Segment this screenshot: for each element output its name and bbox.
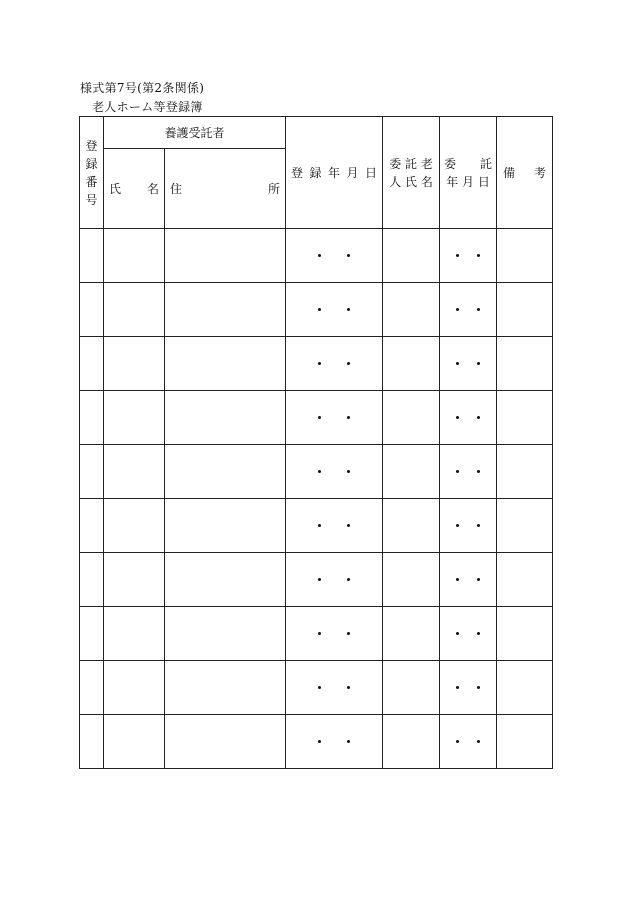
entrustment-date-cell[interactable] xyxy=(440,445,497,499)
remarks-cell[interactable] xyxy=(497,391,553,445)
registration-number-cell[interactable] xyxy=(80,553,104,607)
separator-dot xyxy=(456,632,459,635)
table-row xyxy=(80,499,553,553)
remarks-cell[interactable] xyxy=(497,553,553,607)
registration-number-cell[interactable] xyxy=(80,661,104,715)
separator-dot xyxy=(318,416,321,419)
registration-date-cell[interactable] xyxy=(286,553,383,607)
separator-dot xyxy=(347,416,350,419)
separator-dot xyxy=(318,740,321,743)
separator-dot xyxy=(318,632,321,635)
remarks-cell[interactable] xyxy=(497,445,553,499)
separator-dot xyxy=(347,632,350,635)
date-separator xyxy=(440,470,496,473)
date-separator xyxy=(286,578,382,581)
registration-date-cell[interactable] xyxy=(286,607,383,661)
remarks-cell[interactable] xyxy=(497,283,553,337)
header-name: 氏 名 xyxy=(104,149,165,229)
separator-dot xyxy=(477,686,480,689)
entrusted-elder-name-cell[interactable] xyxy=(383,229,440,283)
registration-date-cell[interactable] xyxy=(286,337,383,391)
registry-table xyxy=(79,116,553,769)
entrustment-date-cell[interactable] xyxy=(440,391,497,445)
entrustment-date-cell[interactable] xyxy=(440,607,497,661)
name-cell[interactable] xyxy=(104,607,165,661)
separator-dot xyxy=(347,578,350,581)
separator-dot xyxy=(318,524,321,527)
name-cell[interactable] xyxy=(104,391,165,445)
separator-dot xyxy=(347,308,350,311)
header-registration-number: 登 録 番 号 xyxy=(80,117,104,229)
entrusted-elder-name-cell[interactable] xyxy=(383,283,440,337)
header-entrusted-elder-name: 委 託 老 人 氏 名 xyxy=(383,117,440,229)
separator-dot xyxy=(477,524,480,527)
registration-date-cell[interactable] xyxy=(286,283,383,337)
registration-number-cell[interactable] xyxy=(80,337,104,391)
remarks-cell[interactable] xyxy=(497,229,553,283)
address-cell[interactable] xyxy=(165,661,286,715)
date-separator xyxy=(440,740,496,743)
registration-number-cell[interactable] xyxy=(80,229,104,283)
date-separator xyxy=(440,254,496,257)
separator-dot xyxy=(456,308,459,311)
separator-dot xyxy=(477,578,480,581)
date-separator xyxy=(286,416,382,419)
registration-date-cell[interactable] xyxy=(286,661,383,715)
address-cell[interactable] xyxy=(165,445,286,499)
entrustment-date-cell[interactable] xyxy=(440,283,497,337)
date-separator xyxy=(286,362,382,365)
name-cell[interactable] xyxy=(104,445,165,499)
separator-dot xyxy=(477,308,480,311)
entrustment-date-cell[interactable] xyxy=(440,337,497,391)
table-row xyxy=(80,229,553,283)
date-separator xyxy=(440,686,496,689)
name-cell[interactable] xyxy=(104,715,165,769)
entrusted-elder-name-cell[interactable] xyxy=(383,715,440,769)
address-cell[interactable] xyxy=(165,283,286,337)
date-separator xyxy=(286,470,382,473)
date-separator xyxy=(286,524,382,527)
registration-number-cell[interactable] xyxy=(80,283,104,337)
name-cell[interactable] xyxy=(104,553,165,607)
address-cell[interactable] xyxy=(165,607,286,661)
registration-date-cell[interactable] xyxy=(286,499,383,553)
separator-dot xyxy=(347,524,350,527)
separator-dot xyxy=(318,686,321,689)
separator-dot xyxy=(456,686,459,689)
remarks-cell[interactable] xyxy=(497,607,553,661)
name-cell[interactable] xyxy=(104,499,165,553)
table-row xyxy=(80,283,553,337)
entrusted-elder-name-cell[interactable] xyxy=(383,499,440,553)
separator-dot xyxy=(318,578,321,581)
separator-dot xyxy=(347,470,350,473)
separator-dot xyxy=(347,740,350,743)
remarks-cell[interactable] xyxy=(497,661,553,715)
entrustment-date-cell[interactable] xyxy=(440,553,497,607)
registration-number-cell[interactable] xyxy=(80,445,104,499)
date-separator xyxy=(440,524,496,527)
registration-date-cell[interactable] xyxy=(286,715,383,769)
table-row xyxy=(80,391,553,445)
header-address: 住 所 xyxy=(165,149,286,229)
date-separator xyxy=(440,362,496,365)
registration-number-cell[interactable] xyxy=(80,715,104,769)
separator-dot xyxy=(456,254,459,257)
separator-dot xyxy=(456,362,459,365)
form-number-title: 様式第7号(第2条関係) xyxy=(80,81,205,95)
separator-dot xyxy=(477,470,480,473)
address-cell[interactable] xyxy=(165,553,286,607)
table-row xyxy=(80,553,553,607)
separator-dot xyxy=(456,470,459,473)
separator-dot xyxy=(477,416,480,419)
header-remarks: 備 考 xyxy=(497,117,553,229)
separator-dot xyxy=(456,416,459,419)
address-cell[interactable] xyxy=(165,715,286,769)
registration-date-cell[interactable] xyxy=(286,391,383,445)
address-cell[interactable] xyxy=(165,391,286,445)
remarks-cell[interactable] xyxy=(497,337,553,391)
header-care-recipient: 養護受託者 xyxy=(104,117,286,149)
entrusted-elder-name-cell[interactable] xyxy=(383,445,440,499)
registration-number-cell[interactable] xyxy=(80,607,104,661)
separator-dot xyxy=(477,254,480,257)
date-separator xyxy=(286,254,382,257)
entrustment-date-cell[interactable] xyxy=(440,229,497,283)
address-cell[interactable] xyxy=(165,337,286,391)
date-separator xyxy=(286,632,382,635)
address-cell[interactable] xyxy=(165,229,286,283)
remarks-cell[interactable] xyxy=(497,499,553,553)
separator-dot xyxy=(318,254,321,257)
entrustment-date-cell[interactable] xyxy=(440,661,497,715)
date-separator xyxy=(286,308,382,311)
separator-dot xyxy=(318,362,321,365)
separator-dot xyxy=(347,686,350,689)
table-row xyxy=(80,661,553,715)
table-row xyxy=(80,607,553,661)
separator-dot xyxy=(318,470,321,473)
header-registration-date: 登 録 年 月 日 xyxy=(286,117,383,229)
entrusted-elder-name-cell[interactable] xyxy=(383,391,440,445)
table-row xyxy=(80,445,553,499)
entrusted-elder-name-cell[interactable] xyxy=(383,607,440,661)
table-row xyxy=(80,715,553,769)
register-title: 老人ホーム等登録簿 xyxy=(92,100,203,114)
entrusted-elder-name-cell[interactable] xyxy=(383,661,440,715)
address-cell[interactable] xyxy=(165,499,286,553)
separator-dot xyxy=(318,308,321,311)
date-separator xyxy=(440,416,496,419)
separator-dot xyxy=(347,362,350,365)
registration-number-cell[interactable] xyxy=(80,391,104,445)
date-separator xyxy=(440,308,496,311)
name-cell[interactable] xyxy=(104,283,165,337)
entrusted-elder-name-cell[interactable] xyxy=(383,337,440,391)
separator-dot xyxy=(347,254,350,257)
separator-dot xyxy=(477,632,480,635)
date-separator xyxy=(440,578,496,581)
separator-dot xyxy=(456,740,459,743)
name-cell[interactable] xyxy=(104,661,165,715)
table-row xyxy=(80,337,553,391)
registration-date-cell[interactable] xyxy=(286,445,383,499)
entrustment-date-cell[interactable] xyxy=(440,499,497,553)
separator-dot xyxy=(456,524,459,527)
registration-date-cell[interactable] xyxy=(286,229,383,283)
entrustment-date-cell[interactable] xyxy=(440,715,497,769)
name-cell[interactable] xyxy=(104,337,165,391)
entrusted-elder-name-cell[interactable] xyxy=(383,553,440,607)
header-entrustment-date: 委 託 年 月 日 xyxy=(440,117,497,229)
registration-number-cell[interactable] xyxy=(80,499,104,553)
date-separator xyxy=(286,686,382,689)
separator-dot xyxy=(477,362,480,365)
date-separator xyxy=(440,632,496,635)
separator-dot xyxy=(477,740,480,743)
separator-dot xyxy=(456,578,459,581)
remarks-cell[interactable] xyxy=(497,715,553,769)
date-separator xyxy=(286,740,382,743)
name-cell[interactable] xyxy=(104,229,165,283)
